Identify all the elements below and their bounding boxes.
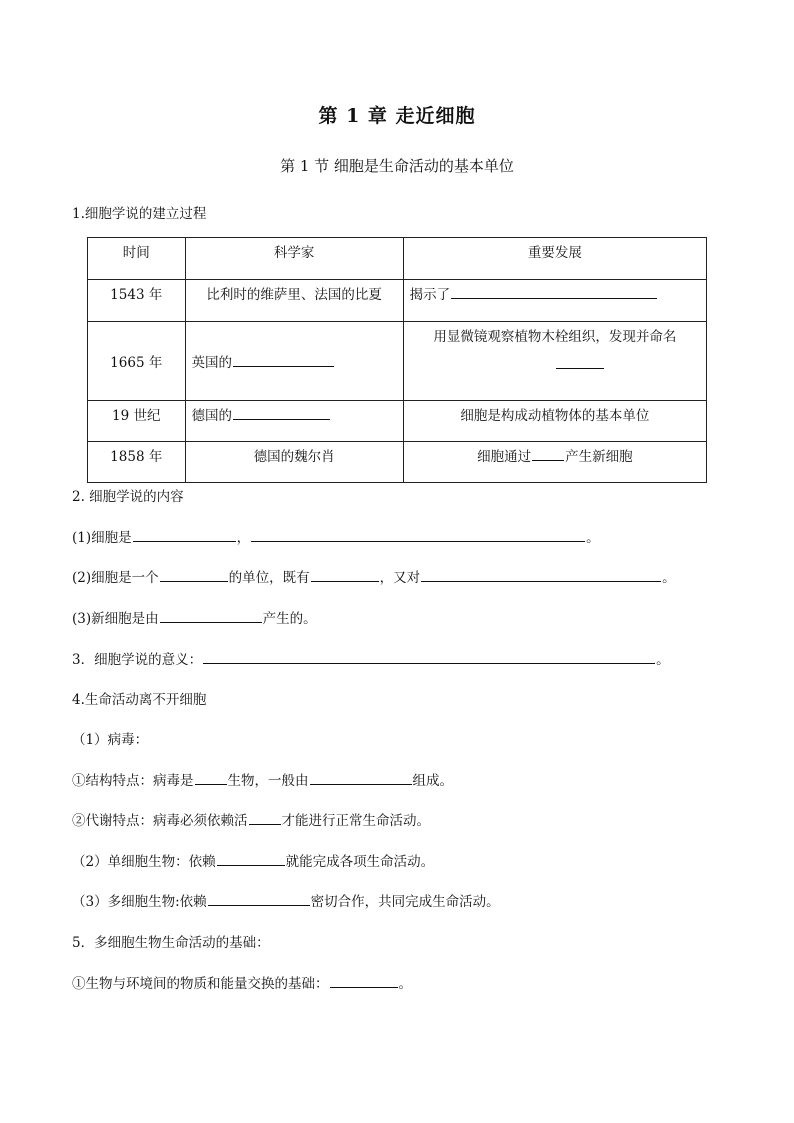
fill-blank[interactable] <box>251 528 585 542</box>
fill-blank[interactable] <box>310 771 412 785</box>
fill-blank[interactable] <box>195 771 227 785</box>
section5-item1: ①生物与环境间的物质和能量交换的基础： 。 <box>72 976 412 992</box>
row4-scientist: 德国的魏尔肖 <box>253 449 335 465</box>
fill-blank[interactable] <box>330 974 398 988</box>
row1-scientist: 比利时的维萨里、法国的比夏 <box>206 287 382 303</box>
table-row <box>88 280 707 322</box>
table-row <box>88 322 707 401</box>
fill-blank[interactable] <box>160 609 262 623</box>
table-row <box>88 401 707 442</box>
section3: 3．细胞学说的意义： 。 <box>72 652 670 668</box>
fill-blank[interactable] <box>249 811 281 825</box>
row2-scientist: 英国的 <box>191 355 233 371</box>
fill-blank[interactable] <box>233 406 330 420</box>
fill-blank[interactable] <box>233 353 334 367</box>
fill-blank[interactable] <box>532 447 564 461</box>
row1-development: 揭示了 <box>409 287 451 303</box>
fill-blank[interactable] <box>208 892 310 906</box>
section-subtitle: 第 1 节 细胞是生命活动的基本单位 <box>280 157 514 175</box>
row4-development-b: 产生新细胞 <box>565 449 633 465</box>
fill-blank[interactable] <box>556 355 604 369</box>
row4-time: 1858 年 <box>110 449 163 465</box>
fill-blank[interactable] <box>451 285 657 299</box>
row2-time: 1665 年 <box>110 355 163 371</box>
virus-heading: （1）病毒： <box>72 732 149 748</box>
header-development: 重要发展 <box>403 238 706 280</box>
section2-heading: 2. 细胞学说的内容 <box>72 489 184 505</box>
fill-blank[interactable] <box>203 650 655 664</box>
fill-blank[interactable] <box>217 852 285 866</box>
section2-item3: (3)新细胞是由 产生的。 <box>72 611 317 627</box>
unicellular: （2）单细胞生物：依赖 就能完成各项生命活动。 <box>72 854 435 870</box>
header-time: 时间 <box>88 238 186 280</box>
row2-development: 用显微镜观察植物木栓组织，发现并命名 <box>433 329 677 345</box>
multicellular: （3）多细胞生物:依赖 密切合作，共同完成生命活动。 <box>72 894 500 910</box>
fill-blank[interactable] <box>311 568 379 582</box>
virus-metabolism: ②代谢特点：病毒必须依赖活 才能进行正常生命活动。 <box>72 813 430 829</box>
row3-time: 19 世纪 <box>112 408 161 424</box>
fill-blank[interactable] <box>133 528 236 542</box>
section4-heading: 4.生命活动离不开细胞 <box>72 692 207 708</box>
row3-scientist: 德国的 <box>191 408 233 424</box>
header-scientist: 科学家 <box>185 238 403 280</box>
table-row <box>88 442 707 483</box>
section2-item1: (1)细胞是 ， 。 <box>72 530 600 546</box>
row4-development-a: 细胞通过 <box>477 449 532 465</box>
chapter-title: 第 1 章 走近细胞 <box>318 105 476 127</box>
table-header-row <box>88 238 707 280</box>
row3-development: 细胞是构成动植物体的基本单位 <box>460 408 650 424</box>
section5-heading: 5．多细胞生物生命活动的基础： <box>72 935 270 951</box>
cell-theory-history-table <box>87 237 707 483</box>
section1-heading: 1.细胞学说的建立过程 <box>72 206 207 222</box>
fill-blank[interactable] <box>160 568 228 582</box>
section2-item2: (2)细胞是一个 的单位，既有 ，又对 。 <box>72 570 676 586</box>
virus-structure: ①结构特点：病毒是 生物，一般由 组成。 <box>72 773 453 789</box>
fill-blank[interactable] <box>421 568 661 582</box>
row1-time: 1543 年 <box>110 287 163 303</box>
